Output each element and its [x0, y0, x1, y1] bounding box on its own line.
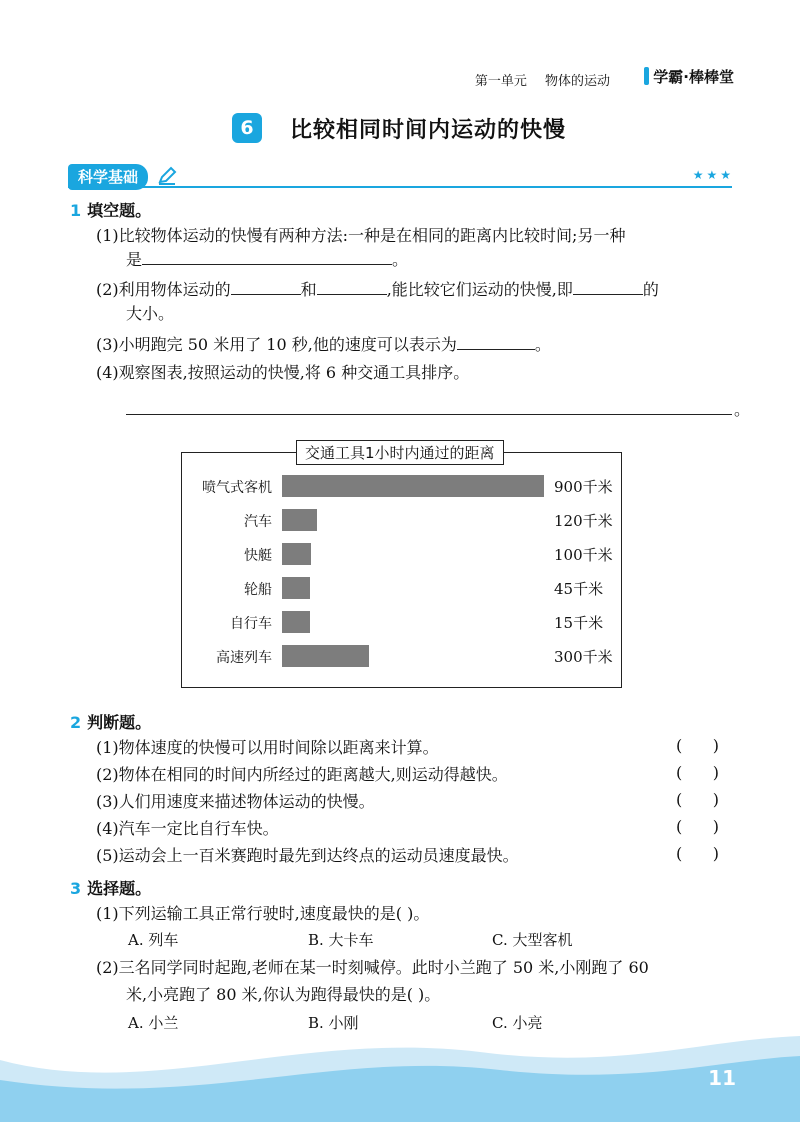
vehicle-distance-figure	[181, 452, 622, 688]
brand-name: 学霸·棒棒堂	[653, 68, 734, 86]
q1-title: 填空题。	[87, 201, 152, 220]
q3-item-1-text: (1)下列运输工具正常行驶时,速度最快的是( )。	[96, 904, 430, 923]
q1-item-2-text-b: ,能比较它们运动的快慢,即	[386, 280, 573, 299]
q1-item-2-line2: 大小。	[126, 304, 175, 323]
q1-item-2-end: 的	[642, 280, 659, 299]
answer-parentheses[interactable]: ( )	[676, 844, 719, 863]
answer-blank[interactable]	[573, 278, 643, 295]
answer-parentheses[interactable]: ( )	[676, 763, 719, 782]
q2-item: (2)物体在相同的时间内所经过的距离越大,则运动得越快。	[96, 765, 508, 784]
q1-item-1-line2	[96, 248, 736, 272]
q3-item-2-line2: 米,小亮跑了 80 米,你认为跑得最快的是( )。	[126, 985, 441, 1004]
q2-number: 2	[70, 713, 82, 732]
figure-row-bar	[282, 475, 544, 497]
figure-row-label: 轮船	[244, 582, 272, 598]
figure-row-bar	[282, 645, 369, 667]
q2-item: (4)汽车一定比自行车快。	[96, 819, 279, 838]
figure-row-value: 45千米	[554, 580, 604, 598]
figure-row-bar	[282, 577, 310, 599]
q1-item-2	[96, 278, 736, 326]
brand-mark-icon	[644, 67, 649, 85]
q1-item-3-text: (3)小明跑完 50 米用了 10 秒,他的速度可以表示为	[96, 335, 457, 354]
answer-line[interactable]	[126, 414, 732, 415]
answer-parentheses[interactable]: ( )	[676, 817, 719, 836]
q2-title: 判断题。	[87, 713, 152, 732]
figure-row-bar	[282, 509, 317, 531]
q3-item-2-option-c[interactable]: C. 小亮	[492, 1014, 543, 1032]
q1-item-1-line1: (1)比较物体运动的快慢有两种方法:一种是在相同的距离内比较时间;另一种	[96, 226, 626, 245]
q2-item: (1)物体速度的快慢可以用时间除以距离来计算。	[96, 738, 439, 757]
q1-item-1	[96, 224, 736, 272]
figure-row-bar	[282, 611, 310, 633]
unit-topic: 物体的运动	[544, 74, 610, 89]
q1-item-2-line1	[96, 278, 736, 302]
page-number: 11	[708, 1066, 736, 1090]
section-divider	[68, 186, 732, 188]
q3-item-1-option-a[interactable]: A. 列车	[128, 931, 179, 949]
lesson-number: 6	[232, 113, 262, 143]
brand-logo	[644, 66, 734, 87]
figure-row-label: 自行车	[230, 616, 272, 632]
q2-item: (3)人们用速度来描述物体运动的快慢。	[96, 792, 375, 811]
q1-item-1-line2-text: 是	[126, 250, 143, 269]
q1-item-2-text-a: (2)利用物体运动的	[96, 280, 231, 299]
figure-row-bar	[282, 543, 311, 565]
q1-number: 1	[70, 201, 82, 220]
q3-item-2-option-b[interactable]: B. 小刚	[308, 1014, 359, 1032]
figure-title: 交通工具1小时内通过的距离	[296, 440, 504, 465]
q1-item-3	[96, 333, 736, 357]
footer-wave	[0, 1030, 800, 1122]
header-meta	[475, 70, 610, 89]
figure-row-value: 15千米	[554, 614, 604, 632]
figure-row-value: 120千米	[554, 512, 613, 530]
q3-item-2-line1: (2)三名同学同时起跑,老师在某一时刻喊停。此时小兰跑了 50 米,小刚跑了 60	[96, 958, 649, 977]
answer-parentheses[interactable]: ( )	[676, 790, 719, 809]
q1-item-3-end: 。	[534, 335, 551, 354]
unit-label: 第一单元	[474, 74, 527, 89]
difficulty-stars: ★★★	[692, 168, 734, 182]
q3-number: 3	[70, 879, 82, 898]
section-tag: 科学基础	[68, 164, 148, 190]
figure-row-label: 高速列车	[216, 650, 272, 666]
q3-heading	[70, 876, 151, 899]
q1-heading	[70, 198, 151, 221]
figure-row-label: 快艇	[244, 548, 272, 564]
answer-blank[interactable]	[457, 333, 535, 350]
q1-item-2-text-and: 和	[300, 280, 317, 299]
figure-row-label: 喷气式客机	[202, 480, 272, 496]
q3-item-2-option-a[interactable]: A. 小兰	[128, 1014, 179, 1032]
q3-item-1-option-b[interactable]: B. 大卡车	[308, 931, 374, 949]
answer-blank[interactable]	[317, 278, 387, 295]
q1-item-4: (4)观察图表,按照运动的快慢,将 6 种交通工具排序。	[96, 363, 470, 382]
q1-item-1-end: 。	[392, 250, 409, 269]
q3-item-1-option-c[interactable]: C. 大型客机	[492, 931, 573, 949]
lesson-title: 比较相同时间内运动的快慢	[290, 118, 567, 143]
figure-row-value: 100千米	[554, 546, 613, 564]
figure-row-value: 300千米	[554, 648, 613, 666]
answer-blank[interactable]	[142, 248, 392, 265]
q2-heading	[70, 710, 151, 733]
q1-item-4-end: 。	[734, 400, 751, 419]
figure-row-value: 900千米	[554, 478, 613, 496]
answer-blank[interactable]	[231, 278, 301, 295]
q2-item: (5)运动会上一百米赛跑时最先到达终点的运动员速度最快。	[96, 846, 519, 865]
figure-row-label: 汽车	[244, 514, 272, 530]
q3-title: 选择题。	[87, 879, 152, 898]
answer-parentheses[interactable]: ( )	[676, 736, 719, 755]
